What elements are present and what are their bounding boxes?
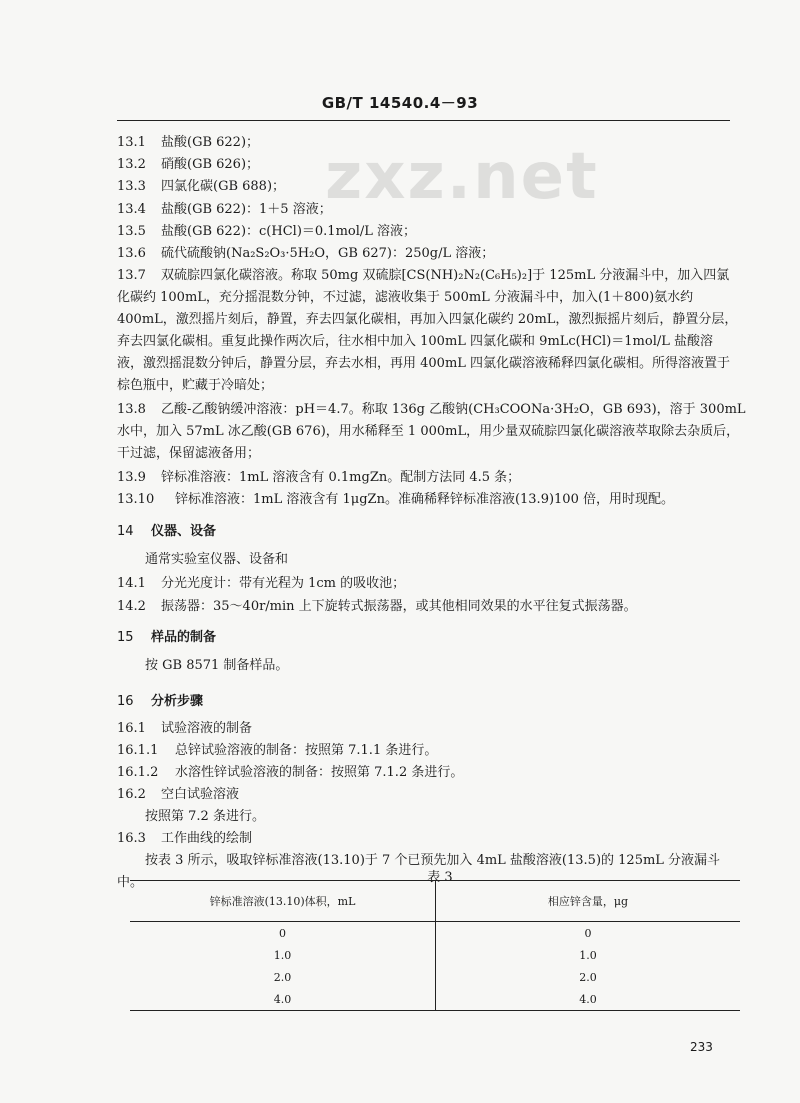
table-cell: 2.0 <box>579 970 597 984</box>
item-16-1: 16.1 试验溶液的制备 <box>117 721 253 736</box>
item-16-1-1: 16.1.1 总锌试验溶液的制备：按照第 7.1.1 条进行。 <box>117 743 438 758</box>
column-header-zinc: 相应锌含量，μg <box>436 881 741 922</box>
item-13-7-line: 液，激烈摇混数分钟后，静置分层，弃去水相，再用 400mL 四氯化碳溶液稀释四氯化碳相。所得溶液置于 <box>117 356 731 371</box>
table-cell: 0 <box>130 922 436 945</box>
item-16-1-2: 16.1.2 水溶性锌试验溶液的制备：按照第 7.1.2 条进行。 <box>117 765 464 780</box>
table-row <box>130 966 740 988</box>
table-header-row <box>130 881 740 922</box>
item-13-7-line: 弃去四氯化碳相。重复此操作两次后，往水相中加入 100mL 四氯化碳和 9mLc(HCl)＝1mol/L 盐酸溶 <box>117 334 713 349</box>
item-13-8: 13.8 乙酸-乙酸钠缓冲溶液：pH＝4.7。称取 136g 乙酸钠(CH₃COONa·3H₂O，GB 693)，溶于 300mL <box>117 402 746 417</box>
item-16-2: 16.2 空白试验溶液 <box>117 787 240 802</box>
section-14-intro: 通常实验室仪器、设备和 <box>145 552 289 567</box>
table-3 <box>130 880 740 1011</box>
item-13-5: 13.5 盐酸(GB 622)：c(HCl)＝0.1mol/L 溶液； <box>117 224 417 239</box>
column-header-volume: 锌标准溶液(13.10)体积，mL <box>130 881 436 922</box>
item-13-7-line: 化碳约 100mL，充分摇混数分钟，不过滤，滤液收集于 500mL 分液漏斗中，加入(1＋800)氨水约 <box>117 290 694 305</box>
section-15-body: 按 GB 8571 制备样品。 <box>145 658 289 673</box>
table-row <box>130 944 740 966</box>
watermark: zxz.net <box>325 140 599 214</box>
item-13-4: 13.4 盐酸(GB 622)：1＋5 溶液； <box>117 202 332 217</box>
section-16-heading: 16 分析步骤 <box>117 694 204 709</box>
table-cell: 1.0 <box>579 948 597 962</box>
header-rule <box>117 120 730 121</box>
section-14-heading: 14 仪器、设备 <box>117 524 217 539</box>
item-13-8-line: 水中，加入 57mL 冰乙酸(GB 676)，用水稀释至 1 000mL，用少量双硫腙四氯化碳溶液萃取除去杂质后， <box>117 424 740 439</box>
table-cell: 4.0 <box>436 988 741 1011</box>
item-13-1: 13.1 盐酸(GB 622)； <box>117 135 260 150</box>
item-16-3: 16.3 工作曲线的绘制 <box>117 831 253 846</box>
item-16-3-body-cont: 中。 <box>117 875 144 890</box>
table-row <box>130 922 740 945</box>
item-13-7: 13.7 双硫腙四氯化碳溶液。称取 50mg 双硫腙[CS(NH)₂N₂(C₆H₅)₂]于 125mL 分液漏斗中，加入四氯 <box>117 268 730 283</box>
item-14-2: 14.2 振荡器：35～40r/min 上下旋转式振荡器，或其他相同效果的水平往复式振荡器。 <box>117 599 637 614</box>
item-13-10: 13.10 锌标准溶液：1mL 溶液含有 1μgZn。准确稀释锌标准溶液(13.9)100 倍，用时现配。 <box>117 492 674 507</box>
item-13-2: 13.2 硝酸(GB 626)； <box>117 157 260 172</box>
page-number: 233 <box>690 1040 713 1054</box>
table-cell: 1.0 <box>130 944 436 966</box>
item-13-9: 13.9 锌标准溶液：1mL 溶液含有 0.1mgZn。配制方法同 4.5 条； <box>117 470 521 485</box>
standard-header: GB/T 14540.4－93 <box>321 94 479 112</box>
item-13-6: 13.6 硫代硫酸钠(Na₂S₂O₃·5H₂O，GB 627)：250g/L 溶液； <box>117 246 495 261</box>
item-16-3-body: 按表 3 所示，吸取锌标准溶液(13.10)于 7 个已预先加入 4mL 盐酸溶液(13.5)的 125mL 分液漏斗 <box>145 853 721 868</box>
table-row <box>130 988 740 1011</box>
table-cell: 2.0 <box>130 966 436 988</box>
item-13-7-line: 400mL，激烈摇片刻后，静置，弃去四氯化碳相，再加入四氯化碳约 20mL，激烈振摇片刻后，静置分层， <box>117 312 738 327</box>
item-14-1: 14.1 分光光度计：带有光程为 1cm 的吸收池； <box>117 576 406 591</box>
item-13-7-line: 棕色瓶中，贮藏于冷暗处； <box>117 378 274 393</box>
item-13-3: 13.3 四氯化碳(GB 688)； <box>117 179 286 194</box>
table-cell: 0 <box>584 926 592 940</box>
item-13-8-line: 干过滤，保留滤液备用； <box>117 446 261 461</box>
section-15-heading: 15 样品的制备 <box>117 630 217 645</box>
item-16-2-body: 按照第 7.2 条进行。 <box>145 809 265 824</box>
table-cell: 4.0 <box>130 988 436 1011</box>
table-caption: 表 3 <box>427 870 453 885</box>
